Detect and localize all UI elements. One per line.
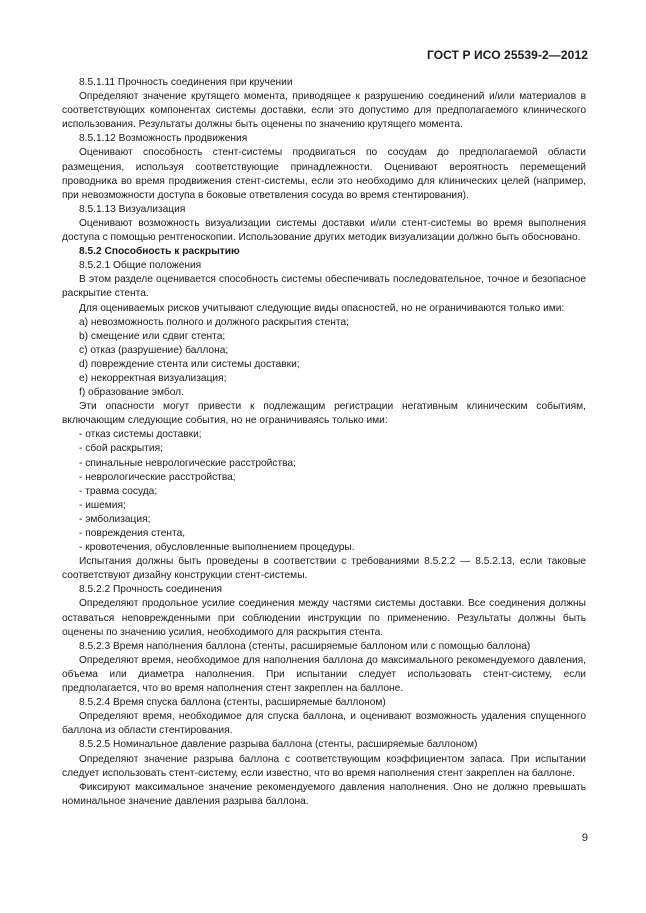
- paragraph: Для оцениваемых рисков учитывают следующие виды опасностей, но не ограничиваются только ими:: [79, 302, 565, 314]
- list-item: - эмболизация;: [79, 513, 151, 525]
- list-item: d) повреждение стента или системы доставки;: [79, 358, 300, 370]
- paragraph: 8.5.1.11 Прочность соединения при кручении: [79, 77, 293, 88]
- paragraph: Определяют время, необходимое для наполнения баллона до максимального рекомендуемого давления, объема или диаметра наполнения. При испытании следует использовать стент-систему, если предполагается, что во время наполнения стент закреплен на баллоне.: [62, 654, 586, 695]
- list-item: - неврологические расстройства;: [79, 471, 236, 483]
- list-item: - травма сосуда;: [79, 485, 158, 497]
- paragraph: Оценивают способность стент-системы продвигаться по сосудам до предполагаемой области размещения, используя соответствующие принадлежности. Оценивают вероятность перемещений проводника во время продвижения стент-системы, если это необходимо для клинических целей (например, при невозможности доступа в боковые ответвления сосуда во время стентирования).: [62, 147, 586, 201]
- paragraph: 8.5.2.4 Время спуска баллона (стенты, расширяемые баллоном): [79, 697, 386, 709]
- list-item: f) образование эмбол.: [79, 387, 184, 399]
- list-item: - ишемия;: [79, 499, 126, 511]
- list-item: - сбой раскрытия;: [79, 443, 163, 455]
- page-number: 9: [581, 832, 588, 844]
- paragraph: 8.5.2.1 Общие положения: [79, 260, 202, 272]
- list-item: a) невозможность полного и должного раскрытия стента;: [79, 316, 349, 328]
- list-item: c) отказ (разрушение) баллона;: [79, 344, 229, 356]
- paragraph: Фиксируют максимальное значение рекомендуемого давления наполнения. Оно не должно превышать номинальное значение давления разрыва баллона.: [62, 781, 586, 807]
- paragraph: 8.5.2.2 Прочность соединения: [79, 584, 222, 596]
- document-header: ГОСТ Р ИСО 25539-2—2012: [426, 48, 588, 62]
- paragraph: Определяют значение крутящего момента, приводящее к разрушению соединений и/или материалов в соответствующих компонентах системы доставки, если это допустимо для предполагаемого клинического использования. Результаты должны быть оценены по значению крутящего момента.: [62, 91, 586, 131]
- list-item: - отказ системы доставки;: [79, 429, 202, 441]
- paragraph: Определяют значение разрыва баллона с соответствующим коэффициентом запаса. При испытании следует использовать стент-систему, если известно, что во время наполнения стент закреплен на баллоне.: [62, 753, 586, 779]
- list-item: e) некорректная визуализация;: [79, 372, 227, 384]
- list-item: - повреждения стента,: [79, 528, 186, 539]
- paragraph: Испытания должны быть проведены в соответствии с требованиями 8.5.2.2 — 8.5.2.13, если таковые соответствуют дизайну конструкции стент-системы.: [62, 556, 586, 582]
- paragraph: 8.5.1.12 Возможность продвижения: [79, 133, 248, 145]
- paragraph: 8.5.2.5 Номинальное давление разрыва баллона (стенты, расширяемые баллоном): [79, 739, 478, 751]
- paragraph: 8.5.2.3 Время наполнения баллона (стенты, расширяемые баллоном или с помощью баллона): [79, 640, 531, 652]
- paragraph: Определяют время, необходимое для спуска баллона, и оценивают возможность удаления спущенного баллона из области стентирования.: [62, 711, 586, 737]
- paragraph: 8.5.1.13 Визуализация: [79, 203, 186, 215]
- paragraph: В этом разделе оценивается способность системы обеспечивать последовательное, точное и безопасное раскрытие стента.: [62, 274, 586, 300]
- paragraph: Определяют продольное усилие соединения между частями системы доставки. Все соединения должны оставаться неповрежденными при соблюдении инструкции по применению. Результаты должны быть оценены по значению усилия, необходимого для раскрытия стента.: [62, 598, 586, 638]
- list-item: - кровотечения, обусловленные выполнением процедуры.: [79, 542, 355, 554]
- list-item: - спинальные неврологические расстройства;: [79, 457, 296, 469]
- paragraph: Оценивают возможность визуализации системы доставки и/или стент-системы во время выполнения доступа с помощью рентгеноскопии. Использование других методик визуализации должно быть обосновано.: [62, 217, 586, 244]
- section-heading: 8.5.2 Способность к раскрытию: [79, 246, 240, 258]
- paragraph: Эти опасности могут привести к подлежащим регистрации негативным клиническим событиям, включающим следующие события, но не ограничиваясь только ими:: [62, 401, 586, 427]
- list-item: b) смещение или сдвиг стента;: [79, 330, 226, 342]
- document-body: [62, 76, 586, 809]
